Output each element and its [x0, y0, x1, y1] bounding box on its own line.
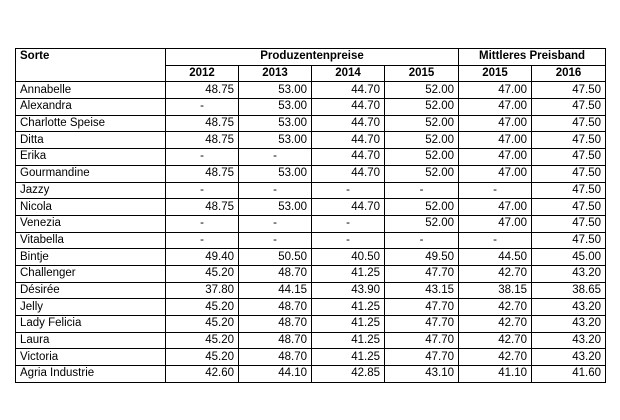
price-cell: 44.70 [312, 165, 385, 182]
price-cell: 48.70 [239, 349, 312, 366]
variety-name: Victoria [16, 349, 166, 366]
price-cell: - [166, 232, 239, 249]
price-cell: 43.10 [385, 366, 459, 383]
price-cell: 47.00 [459, 149, 532, 166]
table-row [16, 182, 606, 199]
price-band-header: Mittleres Preisband [459, 49, 606, 66]
price-cell: 53.00 [239, 99, 312, 116]
price-cell: - [385, 182, 459, 199]
price-cell: 44.70 [312, 82, 385, 99]
price-cell: - [239, 215, 312, 232]
price-cell: - [166, 149, 239, 166]
price-cell: 47.00 [459, 215, 532, 232]
price-cell: - [459, 182, 532, 199]
price-cell: 48.75 [166, 132, 239, 149]
price-cell: 45.20 [166, 299, 239, 316]
price-cell: 45.20 [166, 316, 239, 333]
price-cell: 44.15 [239, 282, 312, 299]
year-header: 2015 [459, 65, 532, 82]
table-row [16, 199, 606, 216]
price-cell: 37.80 [166, 282, 239, 299]
price-cell: 48.70 [239, 265, 312, 282]
price-cell: 47.50 [532, 232, 606, 249]
price-cell: 52.00 [385, 99, 459, 116]
price-cell: 47.50 [532, 99, 606, 116]
price-cell: 44.70 [312, 99, 385, 116]
price-cell: 53.00 [239, 165, 312, 182]
table-body [16, 82, 606, 382]
price-cell: 43.90 [312, 282, 385, 299]
year-header: 2014 [312, 65, 385, 82]
price-cell: 41.25 [312, 349, 385, 366]
table-row [16, 149, 606, 166]
year-header: 2013 [239, 65, 312, 82]
table-row [16, 115, 606, 132]
price-cell: 45.00 [532, 249, 606, 266]
price-cell: 52.00 [385, 132, 459, 149]
table-row [16, 215, 606, 232]
price-cell: - [166, 99, 239, 116]
variety-name: Désirée [16, 282, 166, 299]
price-cell: 48.70 [239, 299, 312, 316]
price-cell: 44.70 [312, 115, 385, 132]
price-cell: 47.50 [532, 165, 606, 182]
price-cell: 48.75 [166, 115, 239, 132]
price-cell: - [239, 182, 312, 199]
price-cell: - [166, 182, 239, 199]
price-cell: 53.00 [239, 82, 312, 99]
price-cell: 44.70 [312, 199, 385, 216]
price-cell: 42.60 [166, 366, 239, 383]
price-cell: 48.75 [166, 199, 239, 216]
table-row [16, 249, 606, 266]
variety-name: Charlotte Speise [16, 115, 166, 132]
table-row [16, 349, 606, 366]
year-header: 2012 [166, 65, 239, 82]
price-cell: 48.70 [239, 316, 312, 333]
variety-name: Jazzy [16, 182, 166, 199]
table-row [16, 132, 606, 149]
price-cell: 42.70 [459, 332, 532, 349]
price-cell: 41.25 [312, 332, 385, 349]
table-row [16, 282, 606, 299]
price-cell: 50.50 [239, 249, 312, 266]
price-cell: 47.00 [459, 82, 532, 99]
price-cell: 48.75 [166, 165, 239, 182]
variety-name: Venezia [16, 215, 166, 232]
variety-name: Agria Industrie [16, 366, 166, 383]
year-header: 2015 [385, 65, 459, 82]
table-row [16, 165, 606, 182]
price-cell: 52.00 [385, 115, 459, 132]
price-cell: 47.70 [385, 349, 459, 366]
table-row [16, 232, 606, 249]
price-cell: 44.70 [312, 132, 385, 149]
price-cell: 47.70 [385, 316, 459, 333]
price-cell: 47.50 [532, 132, 606, 149]
variety-name: Erika [16, 149, 166, 166]
table-row [16, 332, 606, 349]
price-cell: 42.85 [312, 366, 385, 383]
price-cell: 49.40 [166, 249, 239, 266]
price-cell: 47.70 [385, 332, 459, 349]
price-cell: 41.25 [312, 265, 385, 282]
price-cell: 40.50 [312, 249, 385, 266]
price-cell: 47.50 [532, 182, 606, 199]
table-row [16, 316, 606, 333]
price-cell: 47.50 [532, 149, 606, 166]
price-cell: - [385, 232, 459, 249]
price-cell: 43.20 [532, 349, 606, 366]
price-cell: 43.15 [385, 282, 459, 299]
table-row [16, 265, 606, 282]
price-cell: 45.20 [166, 332, 239, 349]
price-cell: 47.50 [532, 215, 606, 232]
price-cell: 42.70 [459, 316, 532, 333]
price-cell: 43.20 [532, 299, 606, 316]
price-cell: 45.20 [166, 265, 239, 282]
price-cell: - [312, 232, 385, 249]
price-cell: 48.75 [166, 82, 239, 99]
table-row [16, 299, 606, 316]
price-cell: 47.00 [459, 115, 532, 132]
price-cell: 47.70 [385, 299, 459, 316]
price-table [15, 48, 606, 383]
price-cell: 42.70 [459, 299, 532, 316]
price-cell: 52.00 [385, 215, 459, 232]
price-cell: 52.00 [385, 199, 459, 216]
price-cell: 52.00 [385, 82, 459, 99]
price-cell: - [459, 232, 532, 249]
price-cell: 47.00 [459, 199, 532, 216]
table-row [16, 82, 606, 99]
price-cell: 41.10 [459, 366, 532, 383]
price-cell: 42.70 [459, 265, 532, 282]
price-cell: 41.60 [532, 366, 606, 383]
header-row-groups [16, 49, 606, 66]
price-cell: 47.00 [459, 99, 532, 116]
price-cell: 48.70 [239, 332, 312, 349]
price-cell: 52.00 [385, 149, 459, 166]
price-cell: 47.50 [532, 82, 606, 99]
price-cell: - [312, 215, 385, 232]
variety-name: Bintje [16, 249, 166, 266]
variety-name: Laura [16, 332, 166, 349]
price-cell: 52.00 [385, 165, 459, 182]
price-cell: 38.15 [459, 282, 532, 299]
price-cell: 43.20 [532, 316, 606, 333]
price-cell: 47.00 [459, 132, 532, 149]
year-header: 2016 [532, 65, 606, 82]
producer-prices-header: Produzentenpreise [166, 49, 459, 66]
variety-name: Alexandra [16, 99, 166, 116]
price-cell: 44.10 [239, 366, 312, 383]
price-cell: 53.00 [239, 199, 312, 216]
table-row [16, 366, 606, 383]
price-cell: 53.00 [239, 115, 312, 132]
price-cell: 41.25 [312, 299, 385, 316]
price-cell: 49.50 [385, 249, 459, 266]
price-cell: 44.70 [312, 149, 385, 166]
price-cell: 45.20 [166, 349, 239, 366]
price-cell: 42.70 [459, 349, 532, 366]
variety-name: Ditta [16, 132, 166, 149]
variety-name: Annabelle [16, 82, 166, 99]
variety-name: Vitabella [16, 232, 166, 249]
price-cell: - [239, 149, 312, 166]
price-cell: 43.20 [532, 265, 606, 282]
price-cell: 43.20 [532, 332, 606, 349]
price-cell: 44.50 [459, 249, 532, 266]
variety-name: Challenger [16, 265, 166, 282]
price-cell: - [239, 232, 312, 249]
price-cell: 47.70 [385, 265, 459, 282]
sorte-header: Sorte [16, 49, 166, 82]
variety-name: Lady Felicia [16, 316, 166, 333]
price-cell: 47.50 [532, 199, 606, 216]
table-row [16, 99, 606, 116]
variety-name: Gourmandine [16, 165, 166, 182]
price-cell: 38.65 [532, 282, 606, 299]
price-cell: 47.50 [532, 115, 606, 132]
price-cell: - [166, 215, 239, 232]
variety-name: Nicola [16, 199, 166, 216]
price-cell: 47.00 [459, 165, 532, 182]
variety-name: Jelly [16, 299, 166, 316]
price-cell: - [312, 182, 385, 199]
price-cell: 53.00 [239, 132, 312, 149]
price-cell: 41.25 [312, 316, 385, 333]
